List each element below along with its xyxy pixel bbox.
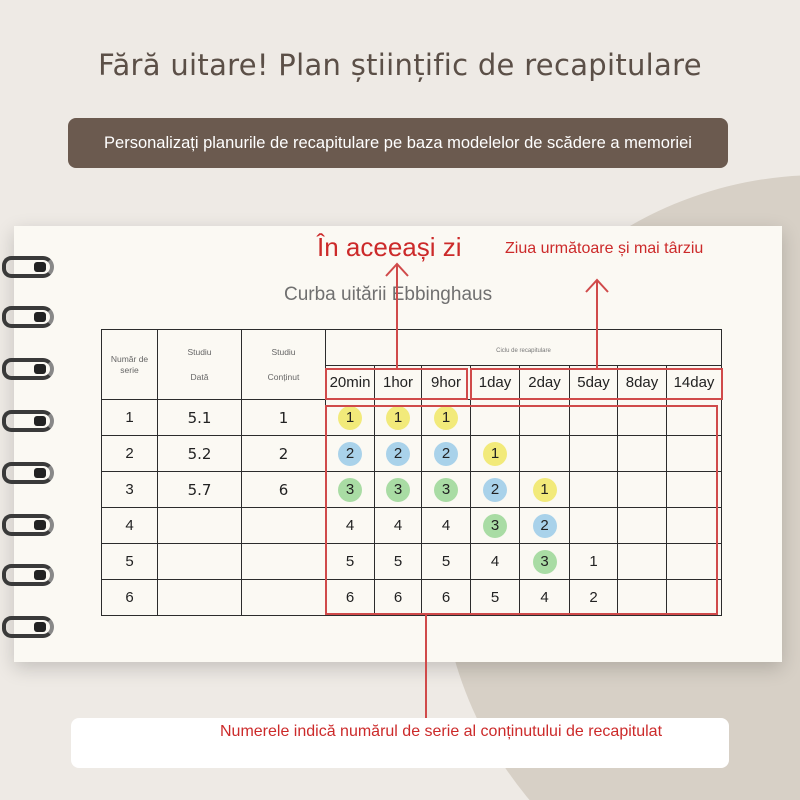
mark-cell	[667, 436, 722, 472]
interval-9hor: 9hor	[422, 366, 471, 400]
mark-cell	[326, 544, 375, 580]
review-mark: 4	[441, 516, 451, 534]
review-mark: 4	[393, 516, 403, 534]
mark-cell	[326, 472, 375, 508]
review-mark: 3	[386, 478, 410, 502]
content-cell	[242, 508, 326, 544]
mark-cell	[375, 580, 422, 616]
mark-cell	[618, 400, 667, 436]
review-mark: 5	[345, 552, 355, 570]
table-row	[102, 436, 722, 472]
review-mark: 2	[533, 514, 557, 538]
study-date-header: Studiu Dată	[158, 330, 242, 400]
mark-cell	[520, 544, 570, 580]
mark-cell	[375, 544, 422, 580]
mark-cell	[422, 472, 471, 508]
mark-cell	[520, 472, 570, 508]
review-table	[101, 329, 722, 616]
review-mark: 2	[589, 588, 598, 606]
mark-cell	[520, 580, 570, 616]
table-row	[102, 580, 722, 616]
mark-cell	[375, 400, 422, 436]
mark-cell	[326, 508, 375, 544]
date-cell	[158, 544, 242, 580]
mark-cell	[326, 580, 375, 616]
mark-cell	[570, 400, 618, 436]
mark-cell	[326, 400, 375, 436]
review-mark: 1	[338, 406, 362, 430]
mark-cell	[570, 472, 618, 508]
page-title: Fără uitare! Plan științific de recapitulare	[98, 48, 702, 82]
spiral-ring	[2, 410, 54, 432]
review-mark: 3	[483, 514, 507, 538]
mark-cell	[422, 580, 471, 616]
review-mark: 1	[533, 478, 557, 502]
table-row	[102, 544, 722, 580]
mark-cell	[471, 436, 520, 472]
content-cell: 2	[242, 436, 326, 472]
serial-cell: 4	[102, 508, 158, 544]
review-mark: 1	[434, 406, 458, 430]
mark-cell	[520, 508, 570, 544]
mark-cell	[520, 436, 570, 472]
date-cell: 5.1	[158, 400, 242, 436]
review-mark: 1	[483, 442, 507, 466]
review-cycle-header: Ciclu de recapitulare	[326, 330, 722, 366]
date-cell: 5.7	[158, 472, 242, 508]
mark-cell	[520, 400, 570, 436]
content-cell	[242, 544, 326, 580]
mark-cell	[618, 544, 667, 580]
review-mark: 5	[393, 552, 403, 570]
mark-cell	[375, 436, 422, 472]
next-days-heading: Ziua următoare și mai târziu	[505, 240, 704, 257]
review-mark: 1	[386, 406, 410, 430]
mark-cell	[422, 400, 471, 436]
bottom-note: Numerele indică numărul de serie al conținutului de recapitulat	[219, 723, 663, 740]
subtitle-banner	[68, 118, 728, 168]
content-cell: 6	[242, 472, 326, 508]
mark-cell	[326, 436, 375, 472]
date-cell	[158, 580, 242, 616]
table-row	[102, 400, 722, 436]
mark-cell	[375, 508, 422, 544]
mark-cell	[667, 472, 722, 508]
spiral-ring	[2, 306, 54, 328]
spiral-ring	[2, 514, 54, 536]
mark-cell	[570, 436, 618, 472]
mark-cell	[618, 436, 667, 472]
interval-20min: 20min	[326, 366, 375, 400]
interval-1day: 1day	[471, 366, 520, 400]
review-mark: 5	[441, 552, 451, 570]
curve-label: Curba uitării Ebbinghaus	[284, 284, 493, 305]
mark-cell	[471, 580, 520, 616]
content-cell	[242, 580, 326, 616]
review-mark: 6	[393, 588, 403, 606]
review-mark: 3	[338, 478, 362, 502]
mark-cell	[422, 436, 471, 472]
interval-14day: 14day	[667, 366, 722, 400]
mark-cell	[667, 544, 722, 580]
table-row	[102, 472, 722, 508]
serial-cell: 3	[102, 472, 158, 508]
subtitle-text: Personalizați planurile de recapitulare pe baza modelelor de scădere a memoriei	[104, 133, 692, 152]
mark-cell	[471, 508, 520, 544]
date-cell	[158, 508, 242, 544]
mark-cell	[570, 580, 618, 616]
mark-cell	[375, 472, 422, 508]
table-row	[102, 508, 722, 544]
review-mark: 2	[338, 442, 362, 466]
review-mark: 4	[345, 516, 355, 534]
spiral-ring	[2, 256, 54, 278]
spiral-ring	[2, 564, 54, 586]
review-mark: 4	[540, 588, 549, 606]
date-cell: 5.2	[158, 436, 242, 472]
mark-cell	[618, 580, 667, 616]
mark-cell	[667, 400, 722, 436]
interval-8day: 8day	[618, 366, 667, 400]
review-mark: 1	[589, 552, 598, 570]
serial-cell: 2	[102, 436, 158, 472]
mark-cell	[667, 580, 722, 616]
mark-cell	[422, 508, 471, 544]
mark-cell	[471, 544, 520, 580]
study-content-header: Studiu Conținut	[242, 330, 326, 400]
mark-cell	[570, 544, 618, 580]
mark-cell	[618, 472, 667, 508]
content-cell: 1	[242, 400, 326, 436]
review-mark: 2	[434, 442, 458, 466]
interval-2day: 2day	[520, 366, 570, 400]
same-day-heading: În aceeași zi	[317, 232, 462, 262]
review-mark: 6	[441, 588, 451, 606]
mark-cell	[471, 472, 520, 508]
serial-cell: 6	[102, 580, 158, 616]
review-mark: 2	[483, 478, 507, 502]
serial-cell: 5	[102, 544, 158, 580]
mark-cell	[422, 544, 471, 580]
spiral-ring	[2, 462, 54, 484]
mark-cell	[570, 508, 618, 544]
review-mark: 4	[490, 552, 500, 570]
review-mark: 3	[533, 550, 557, 574]
spiral-ring	[2, 358, 54, 380]
serial-cell: 1	[102, 400, 158, 436]
review-mark: 3	[434, 478, 458, 502]
review-mark: 6	[345, 588, 355, 606]
mark-cell	[618, 508, 667, 544]
review-mark: 5	[490, 588, 500, 606]
interval-1hor: 1hor	[375, 366, 422, 400]
interval-5day: 5day	[570, 366, 618, 400]
serial-header: Număr de serie	[102, 330, 158, 400]
spiral-ring	[2, 616, 54, 638]
review-mark: 2	[386, 442, 410, 466]
mark-cell	[471, 400, 520, 436]
mark-cell	[667, 508, 722, 544]
